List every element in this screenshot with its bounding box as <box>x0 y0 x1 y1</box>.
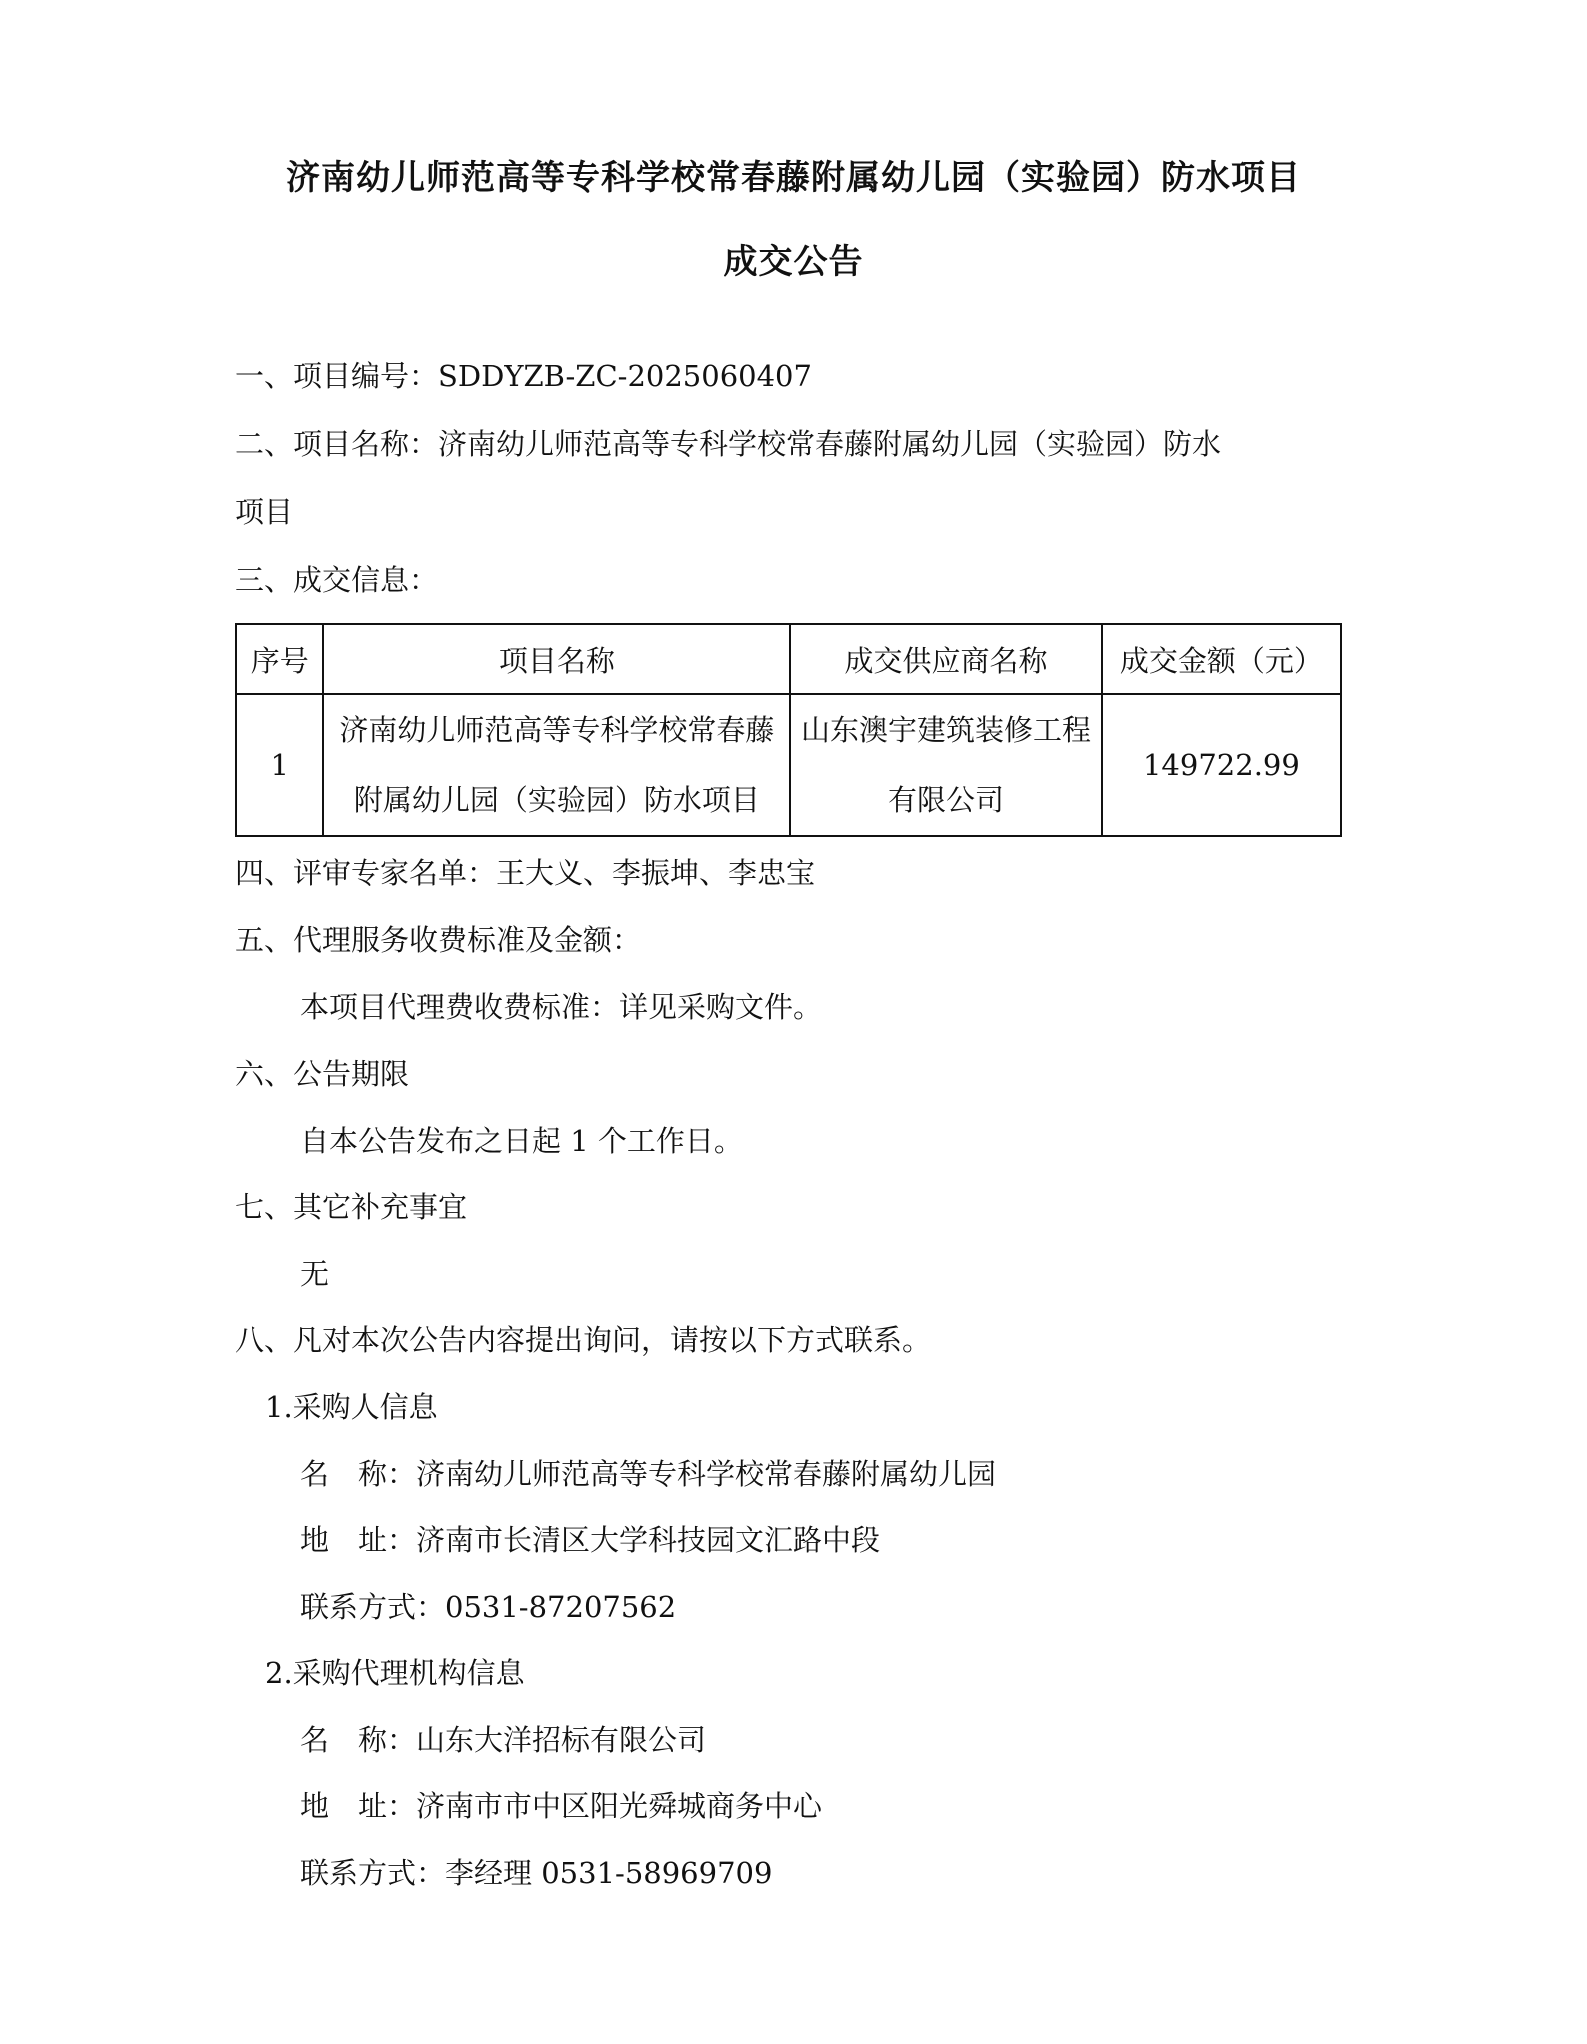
cell-supplier: 山东澳宇建筑装修工程有限公司 <box>790 694 1102 836</box>
buyer-heading: 1.采购人信息 <box>265 1390 438 1424</box>
award-info-heading: 三、成交信息： <box>235 563 439 597</box>
table-header-row <box>236 624 1341 694</box>
other-matters-heading: 七、其它补充事宜 <box>235 1190 468 1224</box>
notice-period-heading: 六、公告期限 <box>235 1057 410 1091</box>
cell-amount: 149722.99 <box>1102 694 1341 836</box>
agency-heading: 2.采购代理机构信息 <box>265 1656 525 1690</box>
header-amount: 成交金额（元） <box>1102 624 1341 694</box>
header-supplier: 成交供应商名称 <box>790 624 1102 694</box>
project-number: 一、项目编号：SDDYZB-ZC-2025060407 <box>235 359 812 393</box>
project-name-line1: 二、项目名称：济南幼儿师范高等专科学校常春藤附属幼儿园（实验园）防水 <box>235 427 1222 461</box>
header-project-name: 项目名称 <box>323 624 790 694</box>
other-matters-body: 无 <box>300 1257 330 1291</box>
agency-address: 地 址：济南市市中区阳光舜城商务中心 <box>300 1789 823 1823</box>
buyer-address: 地 址：济南市长清区大学科技园文汇路中段 <box>300 1523 881 1557</box>
document-subtitle: 成交公告 <box>723 242 864 282</box>
project-name-line2: 项目 <box>235 495 294 529</box>
notice-period-body: 自本公告发布之日起 1 个工作日。 <box>300 1124 743 1158</box>
buyer-contact: 联系方式：0531-87207562 <box>300 1590 677 1624</box>
buyer-name: 名 称：济南幼儿师范高等专科学校常春藤附属幼儿园 <box>300 1457 997 1491</box>
fee-body: 本项目代理费收费标准：详见采购文件。 <box>300 990 823 1024</box>
document-title: 济南幼儿师范高等专科学校常春藤附属幼儿园（实验园）防水项目 <box>286 158 1301 198</box>
fee-heading: 五、代理服务收费标准及金额： <box>235 923 642 957</box>
award-table <box>235 623 1342 837</box>
agency-contact: 联系方式：李经理 0531-58969709 <box>300 1856 773 1890</box>
header-index: 序号 <box>236 624 323 694</box>
cell-index: 1 <box>236 694 323 836</box>
agency-name: 名 称：山东大洋招标有限公司 <box>300 1723 707 1757</box>
experts-list: 四、评审专家名单：王大义、李振坤、李忠宝 <box>235 856 816 890</box>
cell-project-name: 济南幼儿师范高等专科学校常春藤附属幼儿园（实验园）防水项目 <box>323 694 790 836</box>
contact-heading: 八、凡对本次公告内容提出询问，请按以下方式联系。 <box>235 1323 932 1357</box>
table-row <box>236 694 1341 836</box>
